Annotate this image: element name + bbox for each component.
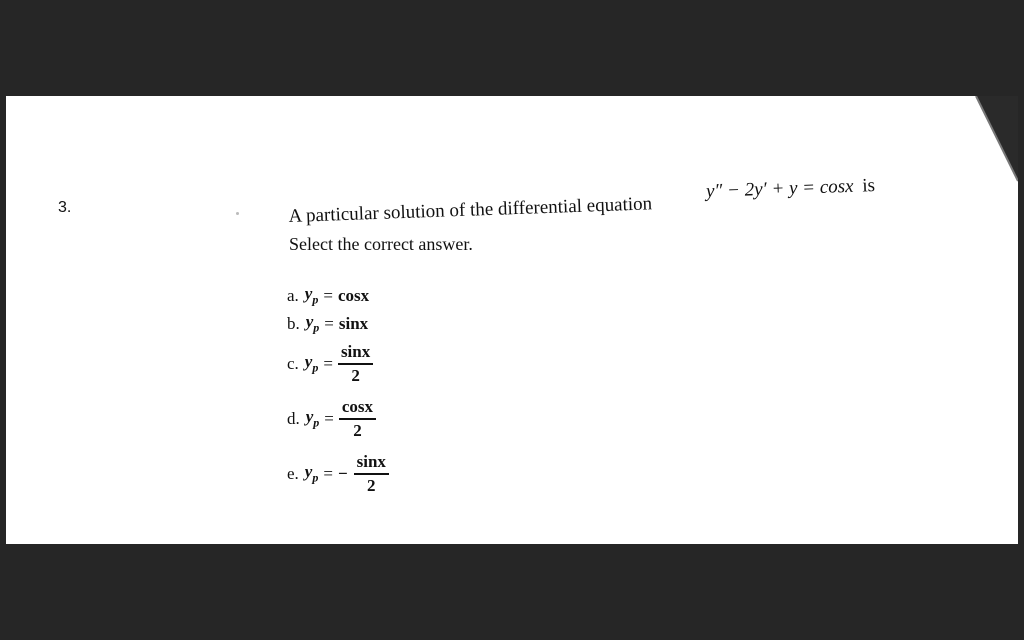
fraction-numerator: sinx bbox=[338, 342, 373, 365]
option-letter: d. bbox=[287, 408, 300, 428]
option-fraction bbox=[339, 397, 376, 440]
option-c[interactable] bbox=[287, 342, 373, 385]
fraction-denominator: 2 bbox=[353, 420, 362, 440]
stray-mark bbox=[236, 212, 239, 215]
option-e[interactable] bbox=[287, 452, 389, 495]
equals-sign: = bbox=[323, 285, 333, 305]
equals-sign: = bbox=[324, 408, 334, 428]
option-letter: e. bbox=[287, 463, 299, 483]
option-lhs: $y_p$ bbox=[305, 312, 320, 335]
minus-sign: − bbox=[337, 463, 348, 483]
option-rhs: sinx bbox=[338, 313, 369, 333]
fraction-numerator: sinx bbox=[354, 452, 389, 475]
option-lhs: $y_p$ bbox=[304, 284, 319, 307]
option-rhs: cosx bbox=[337, 285, 370, 305]
question-prompt: A particular solution of the differential equation bbox=[288, 193, 653, 228]
option-lhs: $y_p$ bbox=[304, 351, 319, 375]
equation-text: y″ − 2y′ + y = cosx bbox=[705, 175, 854, 202]
option-fraction bbox=[338, 342, 373, 385]
scan-fold-shadow bbox=[958, 96, 1018, 186]
option-letter: a. bbox=[287, 285, 299, 305]
scanned-page bbox=[6, 96, 1018, 544]
option-fraction bbox=[354, 452, 389, 495]
equation-suffix: is bbox=[861, 175, 876, 197]
equals-sign: = bbox=[323, 463, 333, 483]
option-lhs: $y_p$ bbox=[304, 461, 319, 485]
option-lhs: $y_p$ bbox=[305, 406, 320, 430]
option-letter: b. bbox=[287, 313, 300, 333]
instruction-text: Select the correct answer. bbox=[289, 234, 473, 254]
option-b[interactable] bbox=[287, 312, 368, 335]
fraction-numerator: cosx bbox=[339, 397, 376, 420]
differential-equation bbox=[706, 175, 876, 203]
fraction-denominator: 2 bbox=[367, 475, 376, 495]
equals-sign: = bbox=[323, 353, 333, 373]
option-d[interactable] bbox=[287, 397, 376, 440]
option-a[interactable] bbox=[287, 284, 369, 307]
option-letter: c. bbox=[287, 353, 299, 373]
fraction-denominator: 2 bbox=[351, 365, 360, 385]
question-number: 3. bbox=[58, 199, 72, 216]
equals-sign: = bbox=[324, 313, 334, 333]
